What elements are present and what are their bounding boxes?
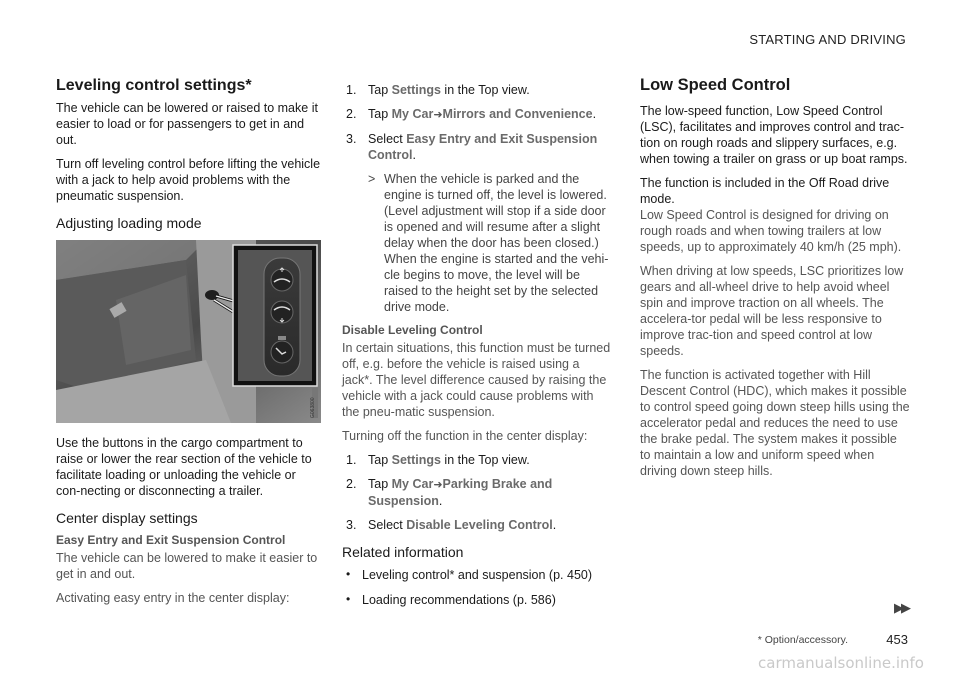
paragraph: The function is activated together with Hill Descent Control (HDC), which makes it possible to control speed going down steep hills using the accelerator pedal and reduces the need to use the brake pedal. The system makes it possible to maintain a low and uniform speed when driving down steep hills.: [640, 368, 910, 478]
arrow-right-icon: ➜: [433, 479, 443, 491]
paragraph: When driving at low speeds, LSC prioritizes low gears and all-wheel drive to help avoid wheel spin and improve traction on all wheels. The accelera-tor pedal will be less responsive to improve trac-tion and speed control at low speeds.: [640, 264, 904, 358]
result-arrow-icon: >: [368, 172, 376, 186]
next-page-icon[interactable]: ▶▶: [894, 600, 908, 615]
step-text: .: [552, 518, 557, 532]
step-item: [342, 82, 612, 98]
chapter-header: STARTING AND DRIVING: [749, 32, 906, 47]
result-text: When the vehicle is parked and the engine is turned off, the level is lowered. (Level adjustment will stop if a side door is opened and will resume after a slight delay when the door has been closed.) When the engine is started and the vehi-cle begins to move, the level will be raised to the height set by the selected drive mode.: [384, 172, 609, 314]
step-text: Tap: [368, 453, 392, 467]
settings-link[interactable]: Settings: [391, 83, 441, 97]
cargo-compartment-photo: [56, 240, 321, 423]
paragraph: In certain situations, this function must be turned off, e.g. before the vehicle is raised using a jack*. The level difference caused by raising the vehicle with a jack could cause problems with the pneu-matic suspension.: [342, 341, 611, 419]
cargo-buttons-illustration: [56, 240, 321, 423]
step-number: 3.: [346, 132, 357, 146]
step-result: [368, 171, 612, 315]
step-text: Tap: [368, 477, 392, 491]
step-item: [342, 452, 612, 468]
step-number: 3.: [346, 518, 357, 532]
watermark: carmanualsonline.info: [758, 654, 924, 672]
step-text: Tap: [368, 83, 392, 97]
step-text: .: [592, 107, 597, 121]
related-link[interactable]: • Loading recommendations (p. 586): [342, 592, 612, 608]
subheading-easy-entry: Easy Entry and Exit Suspension Control: [56, 533, 286, 547]
my-car-link[interactable]: My Car: [391, 477, 434, 491]
related-links-list: [342, 567, 612, 608]
parking-brake-suspension-link[interactable]: Parking Brake and Suspension: [368, 477, 553, 508]
step-item: [342, 476, 612, 509]
section-title-leveling: Leveling control settings*: [56, 77, 252, 94]
paragraph: The function is included in the Off Road drive mode.: [640, 176, 890, 206]
step-text: .: [412, 148, 416, 162]
step-item: [342, 517, 612, 533]
page-number: 453: [886, 632, 908, 647]
steps-easy-entry: [342, 82, 612, 315]
step-number: 1.: [346, 453, 357, 467]
column-middle: [342, 82, 612, 617]
step-text: .: [438, 494, 443, 508]
step-text: Select: [368, 132, 407, 146]
column-left: [56, 76, 321, 614]
paragraph: Low Speed Control is designed for driving on rough roads and when towing trailers at low speeds, up to approximately 40 km/h (25 mph).: [640, 208, 902, 254]
step-number: 2.: [346, 477, 357, 491]
paragraph: Activating easy entry in the center display:: [56, 591, 290, 605]
image-code: G063800: [310, 397, 316, 418]
disable-leveling-link[interactable]: Disable Leveling Control: [406, 518, 553, 532]
column-right: [640, 76, 910, 487]
arrow-right-icon: ➜: [433, 109, 443, 121]
section-title-low-speed: Low Speed Control: [640, 76, 791, 94]
my-car-link[interactable]: My Car: [391, 107, 434, 121]
step-item: [342, 131, 612, 315]
related-link[interactable]: • Leveling control* and suspension (p. 450): [342, 567, 612, 583]
step-number: 1.: [346, 83, 357, 97]
paragraph: The vehicle can be lowered or raised to make it easier to load or for passengers to get in and out.: [56, 101, 318, 147]
steps-disable-leveling: [342, 452, 612, 533]
paragraph: Use the buttons in the cargo compartment to raise or lower the rear section of the vehicle to facilitate loading or unloading the vehicle or con-necting or disconnecting a trailer.: [56, 436, 312, 498]
heading-center-display: Center display settings: [56, 510, 198, 526]
subheading-disable-leveling: Disable Leveling Control: [342, 323, 483, 337]
heading-related-info: Related information: [342, 544, 464, 560]
step-text: in the Top view.: [440, 453, 530, 467]
paragraph: The low-speed function, Low Speed Control (LSC), facilitates and improves control and trac-tion on rough roads and slippery surfaces, e.g. when towing a trailer on grass or up boat ramps.: [640, 104, 908, 166]
step-number: 2.: [346, 107, 357, 121]
heading-loading-mode: Adjusting loading mode: [56, 215, 202, 231]
step-item: [342, 106, 612, 123]
footnote: * Option/accessory.: [757, 634, 848, 646]
paragraph: Turning off the function in the center display:: [342, 429, 588, 443]
paragraph: Turn off leveling control before lifting the vehicle with a jack to help avoid problems with the pneumatic suspension.: [56, 157, 321, 203]
paragraph: The vehicle can be lowered to make it easier to get in and out.: [56, 551, 318, 581]
easy-entry-link[interactable]: Easy Entry and Exit Suspension Control: [368, 132, 598, 162]
step-text: Tap: [368, 107, 392, 121]
step-text: in the Top view.: [440, 83, 530, 97]
mirrors-convenience-link[interactable]: Mirrors and Convenience: [442, 107, 593, 121]
settings-link[interactable]: Settings: [391, 453, 441, 467]
step-text: Select: [368, 518, 407, 532]
